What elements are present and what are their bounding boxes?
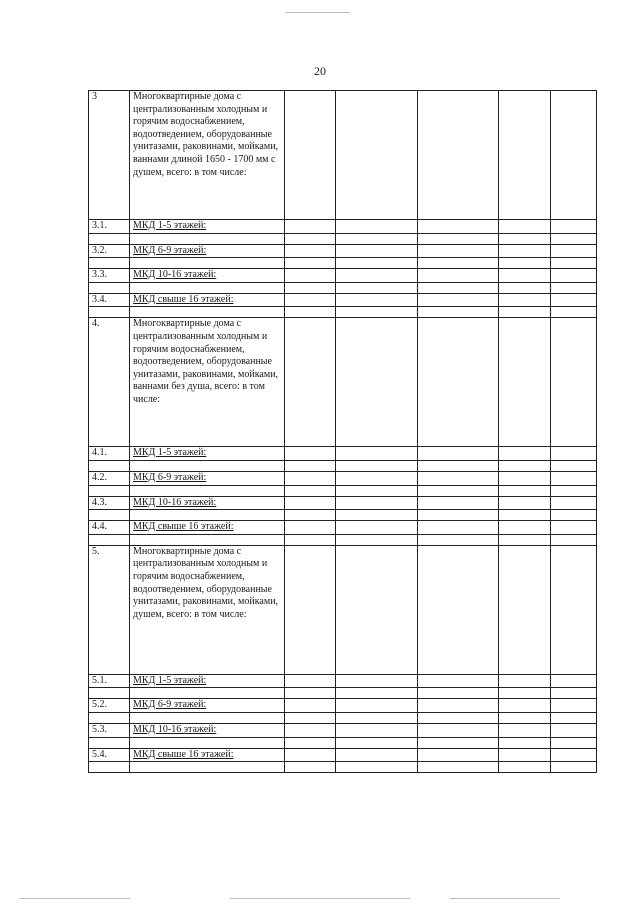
table-row	[89, 521, 597, 535]
empty-cell	[285, 220, 336, 234]
empty-cell	[551, 545, 597, 674]
empty-cell	[551, 737, 597, 748]
empty-cell	[551, 233, 597, 244]
row-number: 3.4.	[89, 293, 130, 307]
empty-cell	[285, 307, 336, 318]
scan-artifact	[20, 898, 130, 899]
spacer-row	[89, 282, 597, 293]
empty-cell	[285, 723, 336, 737]
subcategory-label: МКД 1-5 этажей:	[133, 220, 207, 231]
spacer-row	[89, 485, 597, 496]
empty-cell	[499, 307, 551, 318]
table-row	[89, 748, 597, 762]
empty-cell	[130, 737, 285, 748]
subcategory-label: МКД 10-16 этажей:	[133, 723, 217, 735]
row-number: 3.1.	[89, 220, 130, 234]
empty-cell	[551, 447, 597, 461]
row-description: Многоквартирные дома с централизованным холодным и горячим водоснабжением, водоотведением, оборудованные унитазами, раковинами, мойками, ваннами без душа, всего: в том числе:	[130, 318, 285, 447]
subcategory-label: МКД 6-9 этажей:	[133, 244, 207, 256]
empty-cell	[285, 460, 336, 471]
empty-cell	[551, 258, 597, 269]
empty-cell	[418, 723, 499, 737]
empty-cell	[551, 510, 597, 521]
empty-cell	[418, 293, 499, 307]
empty-cell	[499, 447, 551, 461]
spacer-row	[89, 737, 597, 748]
empty-cell	[499, 258, 551, 269]
empty-cell	[418, 460, 499, 471]
empty-cell	[336, 723, 418, 737]
row-number: 4.	[89, 318, 130, 447]
table-row	[89, 318, 597, 447]
empty-cell	[551, 460, 597, 471]
row-description	[130, 244, 285, 258]
subcategory-label: МКД 6-9 этажей:	[133, 699, 207, 711]
empty-cell	[285, 737, 336, 748]
subcategory-label: МКД 10-16 этажей:	[133, 269, 217, 281]
row-description	[130, 269, 285, 283]
empty-cell	[89, 485, 130, 496]
empty-cell	[418, 521, 499, 535]
empty-cell	[418, 244, 499, 258]
empty-cell	[285, 485, 336, 496]
empty-cell	[418, 712, 499, 723]
empty-cell	[499, 485, 551, 496]
empty-cell	[130, 510, 285, 521]
row-description	[130, 723, 285, 737]
empty-cell	[551, 534, 597, 545]
empty-cell	[499, 521, 551, 535]
empty-cell	[336, 258, 418, 269]
empty-cell	[336, 244, 418, 258]
empty-cell	[130, 485, 285, 496]
empty-cell	[285, 318, 336, 447]
empty-cell	[418, 737, 499, 748]
empty-cell	[418, 545, 499, 674]
empty-cell	[551, 485, 597, 496]
empty-cell	[336, 762, 418, 773]
empty-cell	[130, 712, 285, 723]
empty-cell	[499, 723, 551, 737]
empty-cell	[336, 699, 418, 713]
empty-cell	[89, 307, 130, 318]
empty-cell	[551, 91, 597, 220]
empty-cell	[499, 496, 551, 510]
empty-cell	[418, 485, 499, 496]
empty-cell	[336, 688, 418, 699]
empty-cell	[418, 510, 499, 521]
empty-cell	[130, 307, 285, 318]
empty-cell	[418, 258, 499, 269]
empty-cell	[551, 293, 597, 307]
empty-cell	[418, 762, 499, 773]
empty-cell	[499, 762, 551, 773]
spacer-row	[89, 762, 597, 773]
empty-cell	[499, 293, 551, 307]
empty-cell	[499, 471, 551, 485]
empty-cell	[336, 318, 418, 447]
spacer-row	[89, 712, 597, 723]
table-row	[89, 723, 597, 737]
empty-cell	[499, 220, 551, 234]
empty-cell	[130, 258, 285, 269]
row-number: 5.	[89, 545, 130, 674]
empty-cell	[551, 282, 597, 293]
empty-cell	[89, 258, 130, 269]
subcategory-label: МКД свыше 16 этажей:	[133, 521, 234, 533]
empty-cell	[336, 521, 418, 535]
empty-cell	[499, 460, 551, 471]
empty-cell	[336, 460, 418, 471]
row-description: Многоквартирные дома с централизованным холодным и горячим водоснабжением, водоотведением, оборудованные унитазами, раковинами, мойками, ваннами длиной 1650 - 1700 мм с душем, всего: в том числе:	[130, 91, 285, 220]
subcategory-label: МКД свыше 16 этажей:	[133, 748, 234, 760]
row-number: 5.3.	[89, 723, 130, 737]
table-row	[89, 699, 597, 713]
row-description	[130, 447, 285, 461]
empty-cell	[285, 496, 336, 510]
empty-cell	[89, 233, 130, 244]
empty-cell	[418, 699, 499, 713]
empty-cell	[551, 318, 597, 447]
subcategory-label: МКД 1-5 этажей:	[133, 447, 207, 459]
empty-cell	[336, 737, 418, 748]
row-description	[130, 293, 285, 307]
table-row	[89, 496, 597, 510]
empty-cell	[285, 233, 336, 244]
empty-cell	[336, 269, 418, 283]
empty-cell	[418, 496, 499, 510]
empty-cell	[285, 699, 336, 713]
spacer-row	[89, 534, 597, 545]
empty-cell	[285, 545, 336, 674]
empty-cell	[336, 674, 418, 688]
empty-cell	[499, 534, 551, 545]
empty-cell	[551, 699, 597, 713]
empty-cell	[285, 91, 336, 220]
page-number: 20	[314, 64, 326, 78]
empty-cell	[285, 269, 336, 283]
empty-cell	[418, 688, 499, 699]
subcategory-label: МКД 6-9 этажей:	[133, 471, 207, 483]
empty-cell	[499, 748, 551, 762]
empty-cell	[130, 688, 285, 699]
empty-cell	[499, 510, 551, 521]
table-row	[89, 269, 597, 283]
empty-cell	[285, 674, 336, 688]
row-number: 3	[89, 91, 130, 220]
empty-cell	[89, 712, 130, 723]
table-row	[89, 674, 597, 688]
scan-artifact	[230, 898, 410, 899]
table-row	[89, 244, 597, 258]
spacer-row	[89, 460, 597, 471]
spacer-row	[89, 510, 597, 521]
empty-cell	[336, 471, 418, 485]
table-row	[89, 91, 597, 220]
empty-cell	[499, 712, 551, 723]
table-row	[89, 471, 597, 485]
empty-cell	[418, 534, 499, 545]
row-number: 5.1.	[89, 674, 130, 688]
empty-cell	[418, 220, 499, 234]
empty-cell	[551, 674, 597, 688]
row-number: 4.1.	[89, 447, 130, 461]
empty-cell	[285, 688, 336, 699]
empty-cell	[285, 521, 336, 535]
empty-cell	[418, 269, 499, 283]
empty-cell	[336, 307, 418, 318]
empty-cell	[336, 293, 418, 307]
empty-cell	[336, 510, 418, 521]
empty-cell	[336, 545, 418, 674]
empty-cell	[336, 91, 418, 220]
empty-cell	[285, 534, 336, 545]
empty-cell	[130, 762, 285, 773]
empty-cell	[130, 282, 285, 293]
empty-cell	[285, 293, 336, 307]
empty-cell	[130, 460, 285, 471]
empty-cell	[499, 244, 551, 258]
empty-cell	[551, 762, 597, 773]
empty-cell	[499, 688, 551, 699]
empty-cell	[336, 712, 418, 723]
empty-cell	[336, 496, 418, 510]
row-description	[130, 220, 285, 234]
empty-cell	[285, 510, 336, 521]
empty-cell	[551, 723, 597, 737]
row-description	[130, 674, 285, 688]
row-number: 5.2.	[89, 699, 130, 713]
empty-cell	[551, 269, 597, 283]
row-number: 3.2.	[89, 244, 130, 258]
empty-cell	[499, 545, 551, 674]
row-number: 4.3.	[89, 496, 130, 510]
row-description	[130, 748, 285, 762]
empty-cell	[285, 748, 336, 762]
row-description	[130, 471, 285, 485]
empty-cell	[499, 282, 551, 293]
empty-cell	[130, 233, 285, 244]
row-description	[130, 521, 285, 535]
empty-cell	[418, 318, 499, 447]
empty-cell	[551, 688, 597, 699]
empty-cell	[499, 737, 551, 748]
empty-cell	[499, 699, 551, 713]
empty-cell	[418, 91, 499, 220]
empty-cell	[418, 447, 499, 461]
empty-cell	[285, 282, 336, 293]
empty-cell	[285, 471, 336, 485]
spacer-row	[89, 688, 597, 699]
empty-cell	[418, 307, 499, 318]
empty-cell	[130, 534, 285, 545]
scan-artifact	[450, 898, 560, 899]
table-row	[89, 447, 597, 461]
table-row	[89, 220, 597, 234]
empty-cell	[499, 269, 551, 283]
subcategory-label: МКД свыше 16 этажей:	[133, 293, 234, 305]
empty-cell	[551, 521, 597, 535]
row-number: 4.4.	[89, 521, 130, 535]
row-description: Многоквартирные дома с централизованным холодным и горячим водоснабжением, водоотведением, оборудованные унитазами, раковинами, мойками, душем, всего: в том числе:	[130, 545, 285, 674]
table-row	[89, 293, 597, 307]
empty-cell	[551, 471, 597, 485]
row-number: 4.2.	[89, 471, 130, 485]
empty-cell	[89, 737, 130, 748]
empty-cell	[285, 762, 336, 773]
empty-cell	[336, 485, 418, 496]
empty-cell	[418, 233, 499, 244]
empty-cell	[418, 471, 499, 485]
empty-cell	[499, 674, 551, 688]
table-row	[89, 545, 597, 674]
subcategory-label: МКД 1-5 этажей:	[133, 674, 207, 686]
empty-cell	[418, 748, 499, 762]
empty-cell	[336, 748, 418, 762]
empty-cell	[551, 220, 597, 234]
empty-cell	[336, 447, 418, 461]
empty-cell	[336, 233, 418, 244]
empty-cell	[336, 220, 418, 234]
row-number: 3.3.	[89, 269, 130, 283]
empty-cell	[89, 510, 130, 521]
empty-cell	[285, 447, 336, 461]
empty-cell	[499, 233, 551, 244]
empty-cell	[551, 307, 597, 318]
spacer-row	[89, 258, 597, 269]
empty-cell	[551, 748, 597, 762]
subcategory-label: МКД 10-16 этажей:	[133, 496, 217, 508]
empty-cell	[551, 244, 597, 258]
empty-cell	[89, 282, 130, 293]
empty-cell	[285, 258, 336, 269]
empty-cell	[336, 282, 418, 293]
empty-cell	[418, 282, 499, 293]
empty-cell	[418, 674, 499, 688]
spacer-row	[89, 307, 597, 318]
empty-cell	[499, 91, 551, 220]
empty-cell	[499, 318, 551, 447]
empty-cell	[89, 460, 130, 471]
empty-cell	[551, 712, 597, 723]
table-body	[89, 91, 597, 773]
empty-cell	[285, 712, 336, 723]
scan-artifact	[285, 12, 350, 13]
empty-cell	[89, 688, 130, 699]
row-description	[130, 496, 285, 510]
empty-cell	[285, 244, 336, 258]
row-description	[130, 699, 285, 713]
empty-cell	[336, 534, 418, 545]
empty-cell	[89, 762, 130, 773]
empty-cell	[551, 496, 597, 510]
spacer-row	[89, 233, 597, 244]
data-table	[88, 90, 597, 773]
empty-cell	[89, 534, 130, 545]
row-number: 5.4.	[89, 748, 130, 762]
